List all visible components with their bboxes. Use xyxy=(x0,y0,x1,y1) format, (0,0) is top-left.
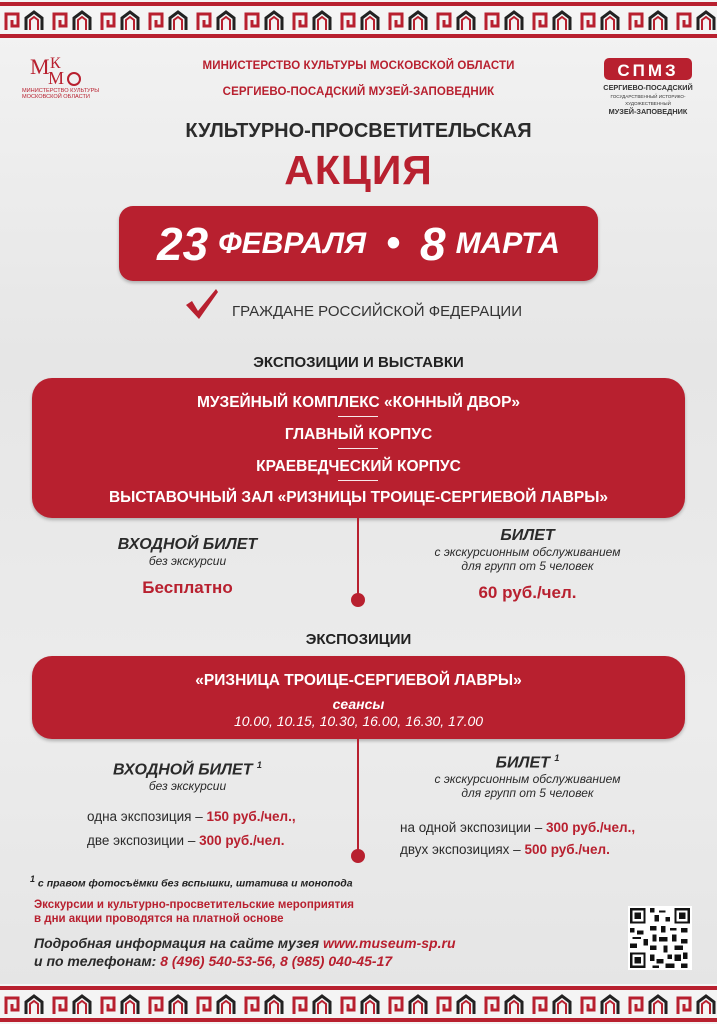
guided-exhibit-ticket-block xyxy=(400,753,655,800)
footnote-mark: 1 xyxy=(256,760,262,770)
divider xyxy=(338,416,378,417)
guided-ticket-block xyxy=(400,527,655,603)
footnote-mark: 1 xyxy=(554,753,560,763)
ministry-logo-caption: МИНИСТЕРСТВО КУЛЬТУРЫ МОСКОВСКОЙ ОБЛАСТИ xyxy=(22,88,100,101)
divider xyxy=(338,448,378,449)
qr-code-icon[interactable] xyxy=(628,906,692,970)
ticket-price: Бесплатно xyxy=(142,578,233,597)
museum-name: СЕРГИЕВО-ПОСАДСКИЙ МУЗЕЙ-ЗАПОВЕДНИК xyxy=(222,86,495,98)
ornament-border-top xyxy=(0,0,717,40)
dates-banner xyxy=(119,206,598,281)
section-title-expositions: ЭКСПОЗИЦИИ xyxy=(305,631,412,648)
ticket-title: БИЛЕТ $^1$ xyxy=(495,753,560,772)
venues-box xyxy=(32,378,685,518)
ministry-name: МИНИСТЕРСТВО КУЛЬТУРЫ МОСКОВСКОЙ ОБЛАСТИ xyxy=(202,60,515,72)
phone-numbers: 8 (496) 540-53-56, 8 (985) 040-45-17 xyxy=(160,953,393,969)
date-day-1: 23 xyxy=(157,217,209,270)
main-title: АКЦИЯ xyxy=(284,147,433,193)
sessions-label: сеансы xyxy=(332,696,385,712)
date-day-2: 8 xyxy=(419,217,446,270)
date-month-2: МАРТА xyxy=(455,226,560,260)
price-line: одна экспозиция – 150 руб./чел., xyxy=(87,809,296,824)
connector-node xyxy=(351,849,365,863)
ticket-title: БИЛЕТ xyxy=(500,527,555,544)
ticket-subtitle: без экскурсии xyxy=(148,554,227,568)
ornament-border-bottom xyxy=(0,984,717,1024)
venue-item: МУЗЕЙНЫЙ КОМПЛЕКС «КОННЫЙ ДВОР» xyxy=(196,394,521,411)
date-month-1: ФЕВРАЛЯ xyxy=(218,226,366,260)
paid-events-notice: Экскурсии и культурно-просветительские мероприятия в дни акции проводятся на платной основе xyxy=(34,899,354,925)
svg-text:К: К xyxy=(50,55,61,72)
connector-line xyxy=(357,518,359,596)
svg-text:СПМЗ: СПМЗ xyxy=(617,61,679,80)
venue-item: ВЫСТАВОЧНЫЙ ЗАЛ «РИЗНИЦЫ ТРОИЦЕ-СЕРГИЕВОЙ ЛАВРЫ» xyxy=(108,489,609,506)
connector-line xyxy=(357,739,359,852)
checkmark-icon xyxy=(184,287,220,321)
website-link[interactable]: www.museum-sp.ru xyxy=(323,935,456,951)
divider xyxy=(338,480,378,481)
svg-text:М: М xyxy=(48,68,65,88)
ticket-title: ВХОДНОЙ БИЛЕТ xyxy=(117,536,258,553)
exhibit-box xyxy=(32,656,685,739)
museum-logo xyxy=(604,56,692,82)
date-separator: • xyxy=(385,221,400,265)
museum-logo-caption: СЕРГИЕВО-ПОСАДСКИЙ ГОСУДАРСТВЕННЫЙ ИСТОРИКО-ХУДОЖЕСТВЕННЫЙ МУЗЕЙ-ЗАПОВЕДНИК xyxy=(603,83,693,116)
entry-ticket-block xyxy=(80,760,295,793)
contact-info: Подробная информация на сайте музея www.museum-sp.ru и по телефонам: 8 (496) 540-53-56, 8 (985) 040-45-17 xyxy=(34,935,456,969)
ticket-subtitle: с экскурсионным обслуживанием xyxy=(434,545,621,559)
ticket-subtitle: для групп от 5 человек xyxy=(461,786,594,801)
audience-label: ГРАЖДАНЕ РОССИЙСКОЙ ФЕДЕРАЦИИ xyxy=(232,303,522,320)
price-line: на одной экспозиции – 300 руб./чел., xyxy=(400,820,636,835)
price-line: две экспозиции – 300 руб./чел. xyxy=(87,833,285,848)
section-title-exhibitions: ЭКСПОЗИЦИИ И ВЫСТАВКИ xyxy=(253,354,464,371)
venue-item: КРАЕВЕДЧЕСКИЙ КОРПУС xyxy=(256,458,461,475)
ticket-title: ВХОДНОЙ БИЛЕТ $^1$ xyxy=(113,760,262,779)
venue-item: ГЛАВНЫЙ КОРПУС xyxy=(284,426,433,443)
ticket-subtitle: с экскурсионным обслуживанием xyxy=(434,772,621,787)
exhibit-name: «РИЗНИЦА ТРОИЦЕ-СЕРГИЕВОЙ ЛАВРЫ» xyxy=(195,672,522,689)
ticket-subtitle: для групп от 5 человек xyxy=(461,559,594,573)
ticket-subtitle: без экскурсии xyxy=(148,779,227,794)
connector-node xyxy=(351,593,365,607)
svg-text:М: М xyxy=(30,54,50,79)
price-line: двух экспозициях – 500 руб./чел. xyxy=(400,842,610,857)
free-ticket-block xyxy=(80,536,295,598)
session-times: 10.00, 10.15, 10.30, 16.00, 16.30, 17.00 xyxy=(233,713,484,729)
subtitle: КУЛЬТУРНО-ПРОСВЕТИТЕЛЬСКАЯ xyxy=(185,120,532,142)
ticket-price: 60 руб./чел. xyxy=(478,583,577,602)
footnote: $^1$ с правом фотосъёмки без вспышки, штатива и монопода xyxy=(30,874,353,890)
